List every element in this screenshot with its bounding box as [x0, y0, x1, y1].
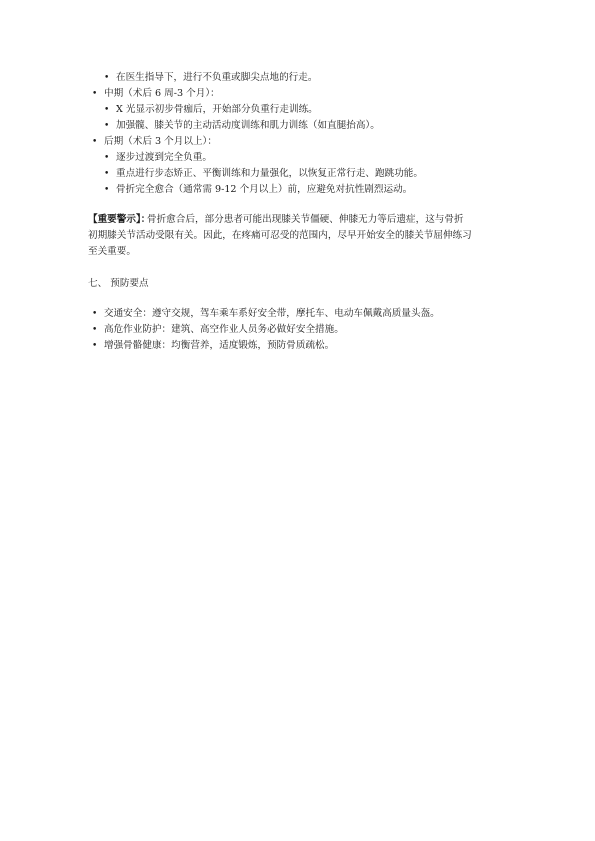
list-item-phase-late: 后期（术后 3 个月以上）：	[104, 136, 217, 147]
bullet-icon: •	[92, 309, 98, 319]
list-item: 逐步过渡到完全负重。	[116, 152, 212, 163]
list-item: 重点进行步态矫正、平衡训练和力量强化，以恢复正常行走、跑跳功能。	[116, 168, 423, 179]
list-item: 骨折完全愈合（通常需 9-12 个月以上）前，应避免对抗性剧烈运动。	[116, 184, 413, 195]
warning-text-line: 骨折愈合后，部分患者可能出现膝关节僵硬、伸膝无力等后遗症，这与骨折	[147, 214, 464, 225]
bullet-icon: •	[104, 105, 110, 115]
bullet-icon: •	[92, 89, 98, 99]
section-heading: 七、 预防要点	[88, 278, 149, 289]
bullet-icon: •	[104, 73, 110, 83]
list-item: 加强髋、膝关节的主动活动度训练和肌力训练（如直腿抬高）。	[116, 120, 380, 131]
bullet-icon: •	[104, 169, 110, 179]
bullet-icon: •	[104, 185, 110, 195]
list-item: 在医生指导下，进行不负重或脚尖点地的行走。	[116, 72, 318, 83]
bullet-icon: •	[104, 153, 110, 163]
list-item-phase-mid: 中期（术后 6 周-3 个月）：	[104, 88, 220, 99]
warning-label: 【重要警示】：	[88, 214, 151, 225]
bullet-icon: •	[92, 137, 98, 147]
list-item: 高危作业防护：建筑、高空作业人员务必做好安全措施。	[104, 324, 344, 335]
warning-text-line: 至关重要。	[88, 246, 136, 257]
list-item: 增强骨骼健康：均衡营养，适度锻炼，预防骨质疏松。	[104, 340, 335, 351]
bullet-icon: •	[104, 121, 110, 131]
warning-text-line: 初期膝关节活动受限有关。因此，在疼痛可忍受的范围内，尽早开始安全的膝关节屈伸练习	[88, 230, 472, 241]
list-item: 交通安全：遵守交规，驾车乘车系好安全带，摩托车、电动车佩戴高质量头盔。	[104, 308, 440, 319]
bullet-icon: •	[92, 325, 98, 335]
list-item: X 光显示初步骨痂后，开始部分负重行走训练。	[116, 104, 318, 115]
bullet-icon: •	[92, 341, 98, 351]
